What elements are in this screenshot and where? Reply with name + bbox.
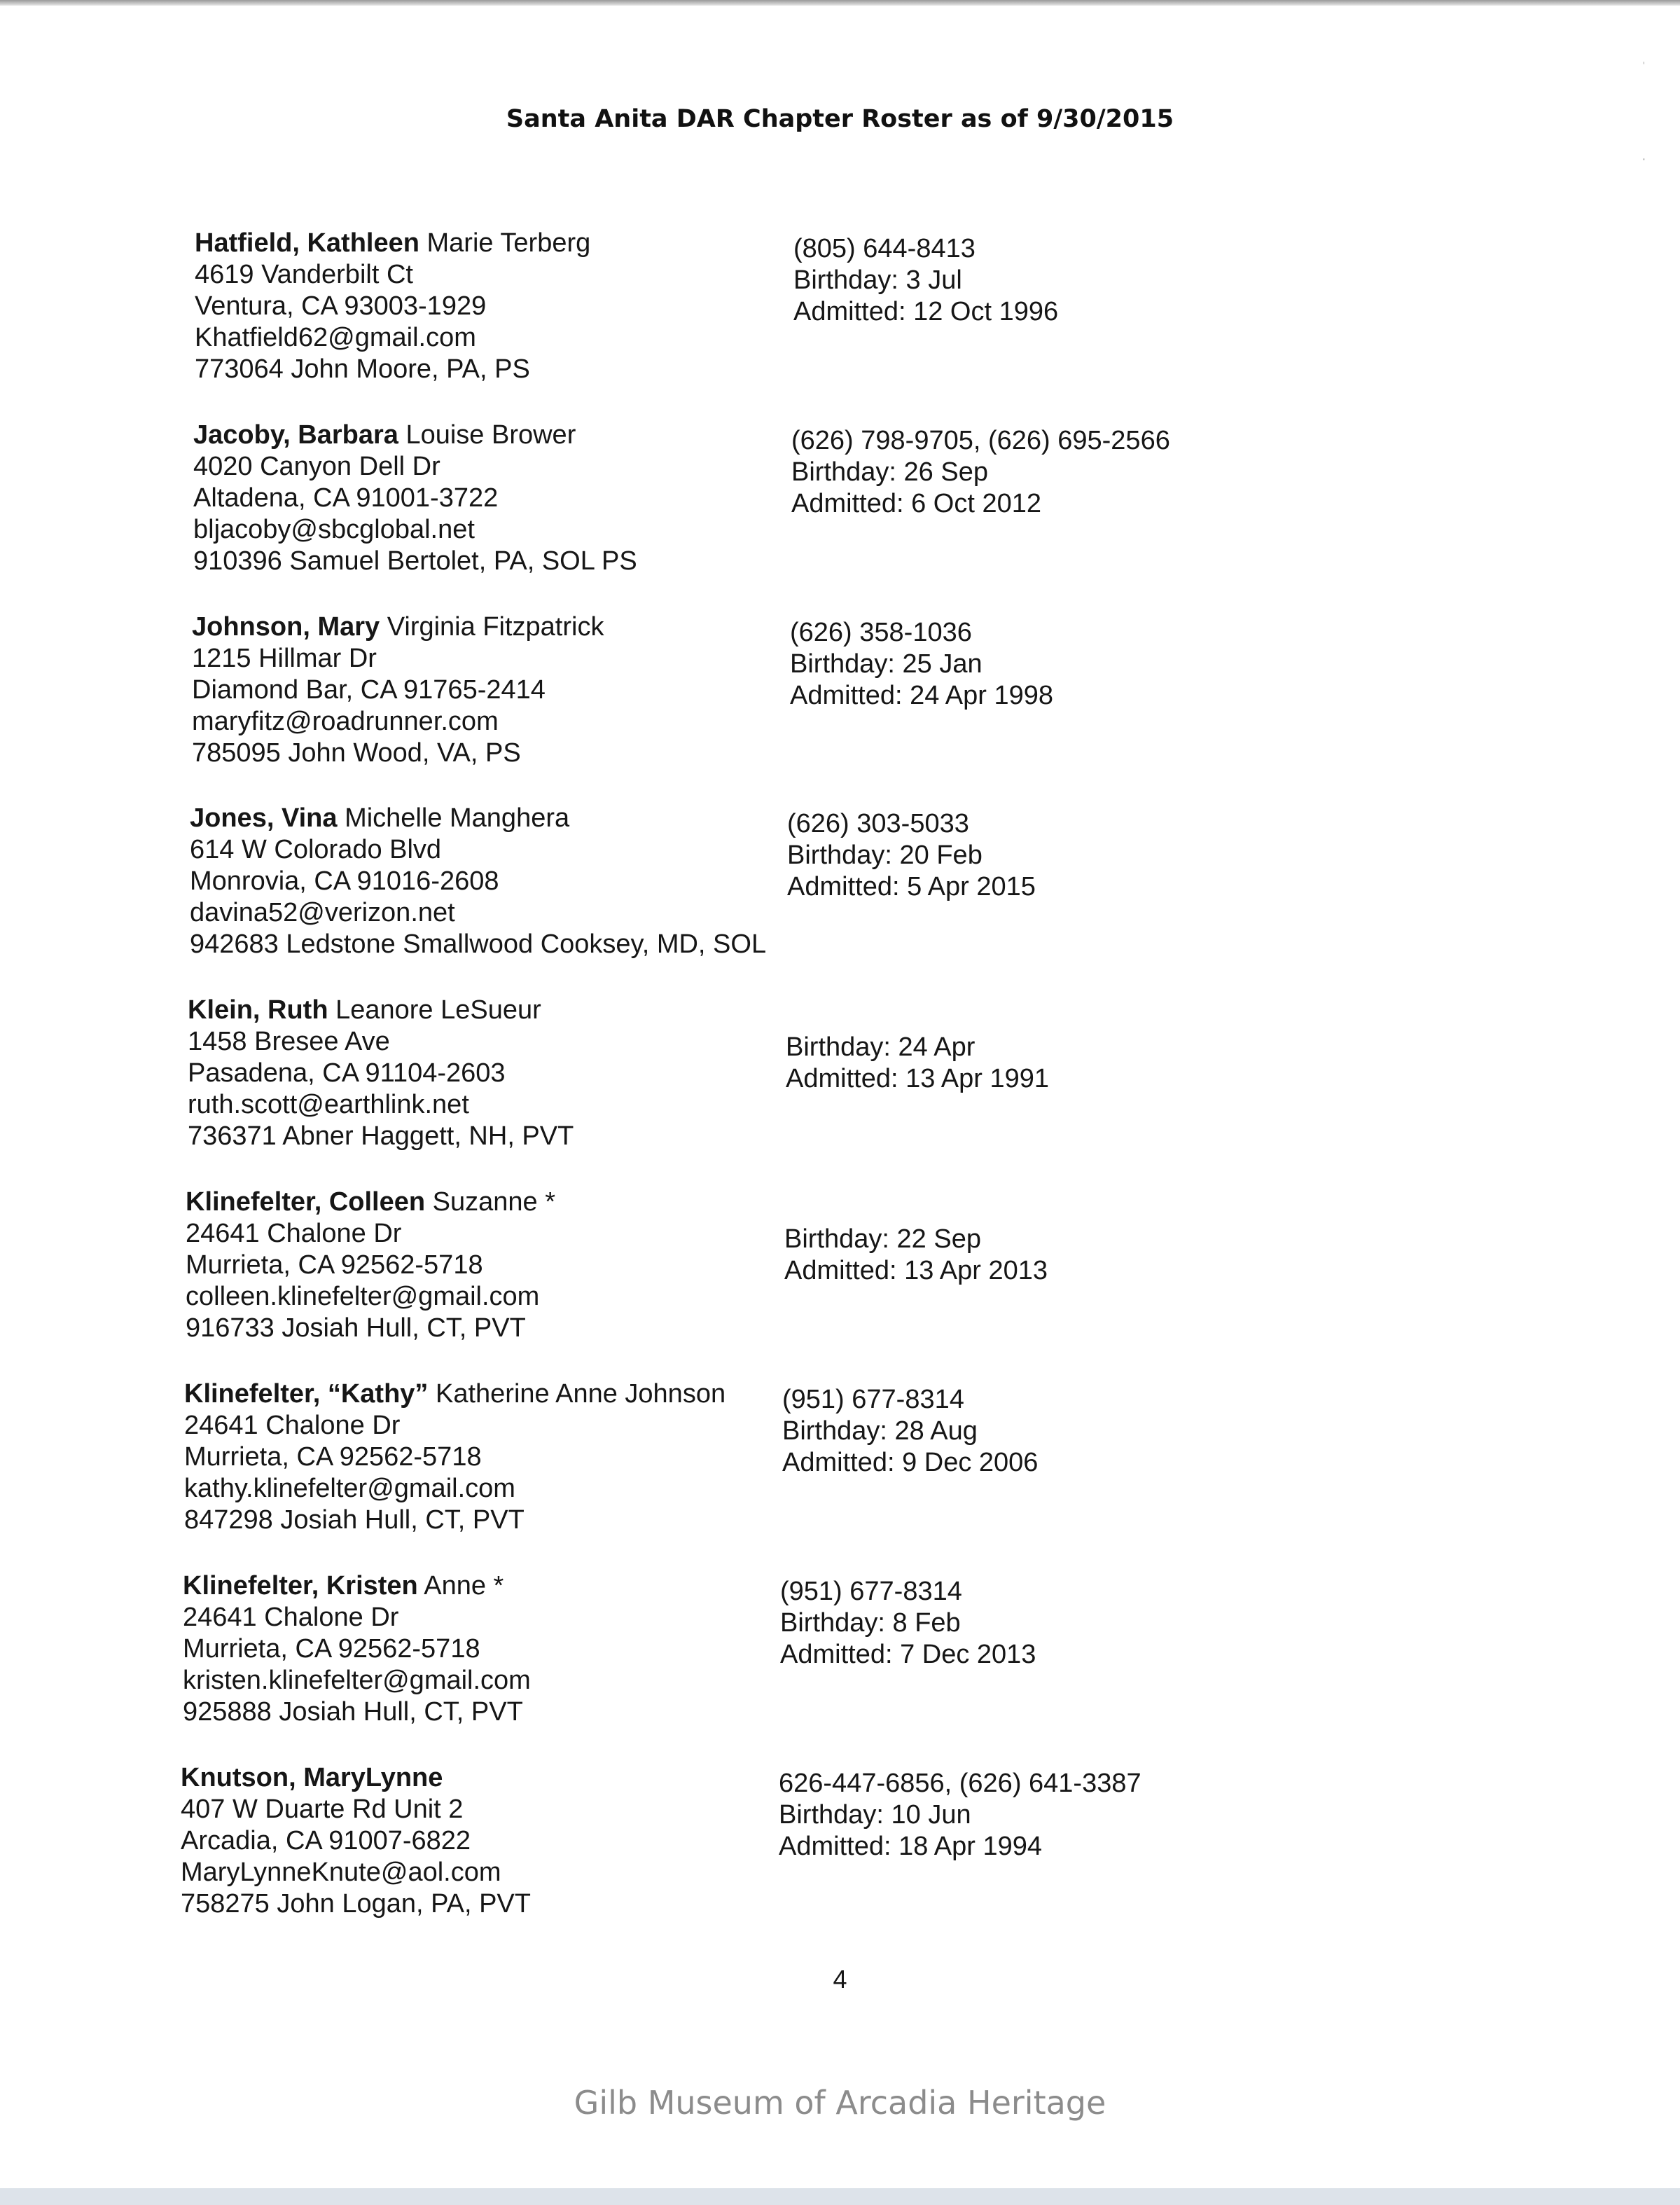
member-email: kristen.klinefelter@gmail.com [183, 1666, 531, 1695]
member-contact-block [793, 228, 1058, 328]
member-birthday: Birthday: 25 Jan [790, 649, 983, 679]
member-contact-block [790, 611, 1053, 712]
member-name-line [193, 420, 637, 451]
member-phone: (805) 644-8413 [793, 234, 976, 263]
member-email: MaryLynneKnute@aol.com [181, 1858, 501, 1887]
member-entry [186, 1187, 1680, 1369]
member-name-line [183, 1570, 531, 1602]
member-lineage: 736371 Abner Haggett, NH, PVT [188, 1121, 574, 1151]
member-admitted: Admitted: 6 Oct 2012 [791, 489, 1041, 518]
member-admitted: Admitted: 12 Oct 1996 [793, 297, 1059, 326]
member-street: 4619 Vanderbilt Ct [195, 260, 413, 289]
member-name-line [192, 611, 604, 643]
member-birthday: Birthday: 10 Jun [779, 1800, 971, 1830]
member-email: Khatfield62@gmail.com [195, 323, 476, 352]
member-address-block [186, 1187, 555, 1344]
member-name-line [188, 995, 574, 1026]
member-given-names: Anne [417, 1571, 486, 1601]
member-star-marker: * [485, 1571, 504, 1601]
member-email: maryfitz@roadrunner.com [192, 707, 499, 736]
member-given-names: Suzanne [425, 1187, 538, 1217]
member-street: 1458 Bresee Ave [188, 1027, 390, 1056]
member-contact-block [779, 1762, 1141, 1862]
member-phone: (951) 677-8314 [780, 1577, 962, 1606]
member-street: 24641 Chalone Dr [186, 1219, 402, 1248]
member-phone [786, 1000, 1049, 1032]
member-birthday: Birthday: 3 Jul [793, 265, 962, 295]
member-contact-block [780, 1570, 1036, 1671]
member-email: kathy.klinefelter@gmail.com [184, 1474, 515, 1503]
member-lineage: 942683 Ledstone Smallwood Cooksey, MD, SOL [190, 929, 767, 959]
member-phone: (626) 798-9705, (626) 695-2566 [791, 426, 1170, 455]
member-surname: Jacoby, Barbara [193, 420, 398, 450]
member-entry [193, 420, 1680, 602]
member-birthday: Birthday: 8 Feb [780, 1608, 961, 1638]
member-given-names: Virginia Fitzpatrick [380, 612, 604, 642]
museum-watermark: Gilb Museum of Arcadia Heritage [574, 2084, 1106, 2122]
member-lineage: 925888 Josiah Hull, CT, PVT [183, 1697, 523, 1727]
member-lineage: 910396 Samuel Bertolet, PA, SOL PS [193, 546, 637, 576]
member-admitted: Admitted: 9 Dec 2006 [782, 1448, 1039, 1477]
member-lineage: 758275 John Logan, PA, PVT [181, 1889, 531, 1919]
member-birthday: Birthday: 24 Apr [786, 1032, 976, 1062]
member-birthday: Birthday: 22 Sep [784, 1224, 981, 1254]
member-city: Monrovia, CA 91016-2608 [190, 866, 499, 896]
member-surname: Klinefelter, Colleen [186, 1187, 426, 1217]
member-phone: (626) 358-1036 [790, 618, 972, 647]
member-phone: 626-447-6856, (626) 641-3387 [779, 1769, 1141, 1798]
member-given-names: Michelle Manghera [337, 803, 570, 833]
scan-top-edge [0, 0, 1680, 6]
member-address-block [193, 420, 637, 577]
member-given-names: Leanore LeSueur [328, 995, 541, 1025]
member-admitted: Admitted: 24 Apr 1998 [790, 681, 1054, 710]
member-surname: Jones, Vina [190, 803, 338, 833]
member-entry [195, 228, 1680, 410]
member-entry [190, 803, 1680, 985]
member-email: colleen.klinefelter@gmail.com [186, 1282, 540, 1311]
member-given-names: Katherine Anne Johnson [428, 1379, 726, 1409]
member-admitted: Admitted: 5 Apr 2015 [787, 872, 1036, 901]
member-email: ruth.scott@earthlink.net [188, 1090, 469, 1119]
member-surname: Klinefelter, Kristen [183, 1571, 418, 1601]
member-street: 407 W Duarte Rd Unit 2 [181, 1795, 464, 1824]
member-phone: (626) 303-5033 [787, 809, 969, 838]
member-birthday: Birthday: 26 Sep [791, 457, 988, 487]
member-contact-block [784, 1187, 1048, 1287]
member-city: Diamond Bar, CA 91765-2414 [192, 675, 546, 705]
member-city: Murrieta, CA 92562-5718 [183, 1634, 480, 1664]
scan-bottom-edge [0, 2188, 1680, 2205]
member-contact-block [787, 803, 1036, 903]
member-lineage: 785095 John Wood, VA, PS [192, 738, 521, 768]
member-name-line [190, 803, 766, 834]
member-surname: Hatfield, Kathleen [195, 228, 419, 258]
member-given-names: Marie Terberg [419, 228, 591, 258]
member-admitted: Admitted: 18 Apr 1994 [779, 1832, 1043, 1861]
member-email: davina52@verizon.net [190, 898, 455, 927]
member-address-block [192, 611, 604, 769]
member-name-line [186, 1187, 555, 1218]
member-address-block [184, 1378, 726, 1536]
member-address-block [190, 803, 766, 960]
member-street: 24641 Chalone Dr [183, 1603, 399, 1632]
page-title: Santa Anita DAR Chapter Roster as of 9/30/2015 [506, 105, 1174, 133]
member-birthday: Birthday: 28 Aug [782, 1416, 978, 1446]
member-city: Murrieta, CA 92562-5718 [184, 1442, 482, 1472]
member-admitted: Admitted: 7 Dec 2013 [780, 1640, 1036, 1669]
member-address-block [195, 228, 590, 385]
page-number: 4 [833, 1965, 847, 1993]
member-surname: Knutson, MaryLynne [181, 1763, 443, 1792]
member-address-block [188, 995, 574, 1152]
member-entry [181, 1762, 1680, 1944]
member-contact-block [791, 420, 1170, 520]
member-street: 24641 Chalone Dr [184, 1411, 401, 1440]
member-street: 4020 Canyon Dell Dr [193, 452, 440, 481]
member-city: Pasadena, CA 91104-2603 [188, 1058, 506, 1088]
member-city: Murrieta, CA 92562-5718 [186, 1250, 483, 1280]
member-star-marker: * [537, 1187, 556, 1217]
member-name-line [195, 228, 590, 259]
member-phone: (951) 677-8314 [782, 1385, 964, 1414]
member-lineage: 773064 John Moore, PA, PS [195, 354, 530, 384]
scan-speck: · [1641, 151, 1646, 167]
member-name-line [181, 1762, 531, 1794]
scan-speck: ˈ [1641, 60, 1646, 76]
member-city: Altadena, CA 91001-3722 [193, 483, 499, 513]
member-city: Ventura, CA 93003-1929 [195, 291, 487, 321]
member-surname: Klein, Ruth [188, 995, 328, 1025]
member-lineage: 847298 Josiah Hull, CT, PVT [184, 1505, 525, 1535]
member-email: bljacoby@sbcglobal.net [193, 515, 475, 544]
member-entry [183, 1570, 1680, 1753]
member-birthday: Birthday: 20 Feb [787, 841, 983, 870]
member-admitted: Admitted: 13 Apr 1991 [786, 1064, 1050, 1093]
member-street: 614 W Colorado Blvd [190, 835, 442, 864]
member-entry [188, 995, 1680, 1177]
member-contact-block [786, 995, 1049, 1095]
member-phone [784, 1192, 1048, 1224]
member-contact-block [782, 1378, 1038, 1479]
member-address-block [183, 1570, 531, 1728]
member-city: Arcadia, CA 91007-6822 [181, 1826, 471, 1855]
member-street: 1215 Hillmar Dr [192, 644, 377, 673]
member-admitted: Admitted: 13 Apr 2013 [784, 1256, 1048, 1285]
member-surname: Klinefelter, “Kathy” [184, 1379, 429, 1409]
member-entry [192, 611, 1680, 794]
member-surname: Johnson, Mary [192, 612, 380, 642]
member-address-block [181, 1762, 531, 1920]
member-given-names: Louise Brower [398, 420, 576, 450]
member-lineage: 916733 Josiah Hull, CT, PVT [186, 1313, 526, 1343]
member-name-line [184, 1378, 726, 1410]
member-entry [184, 1378, 1680, 1561]
